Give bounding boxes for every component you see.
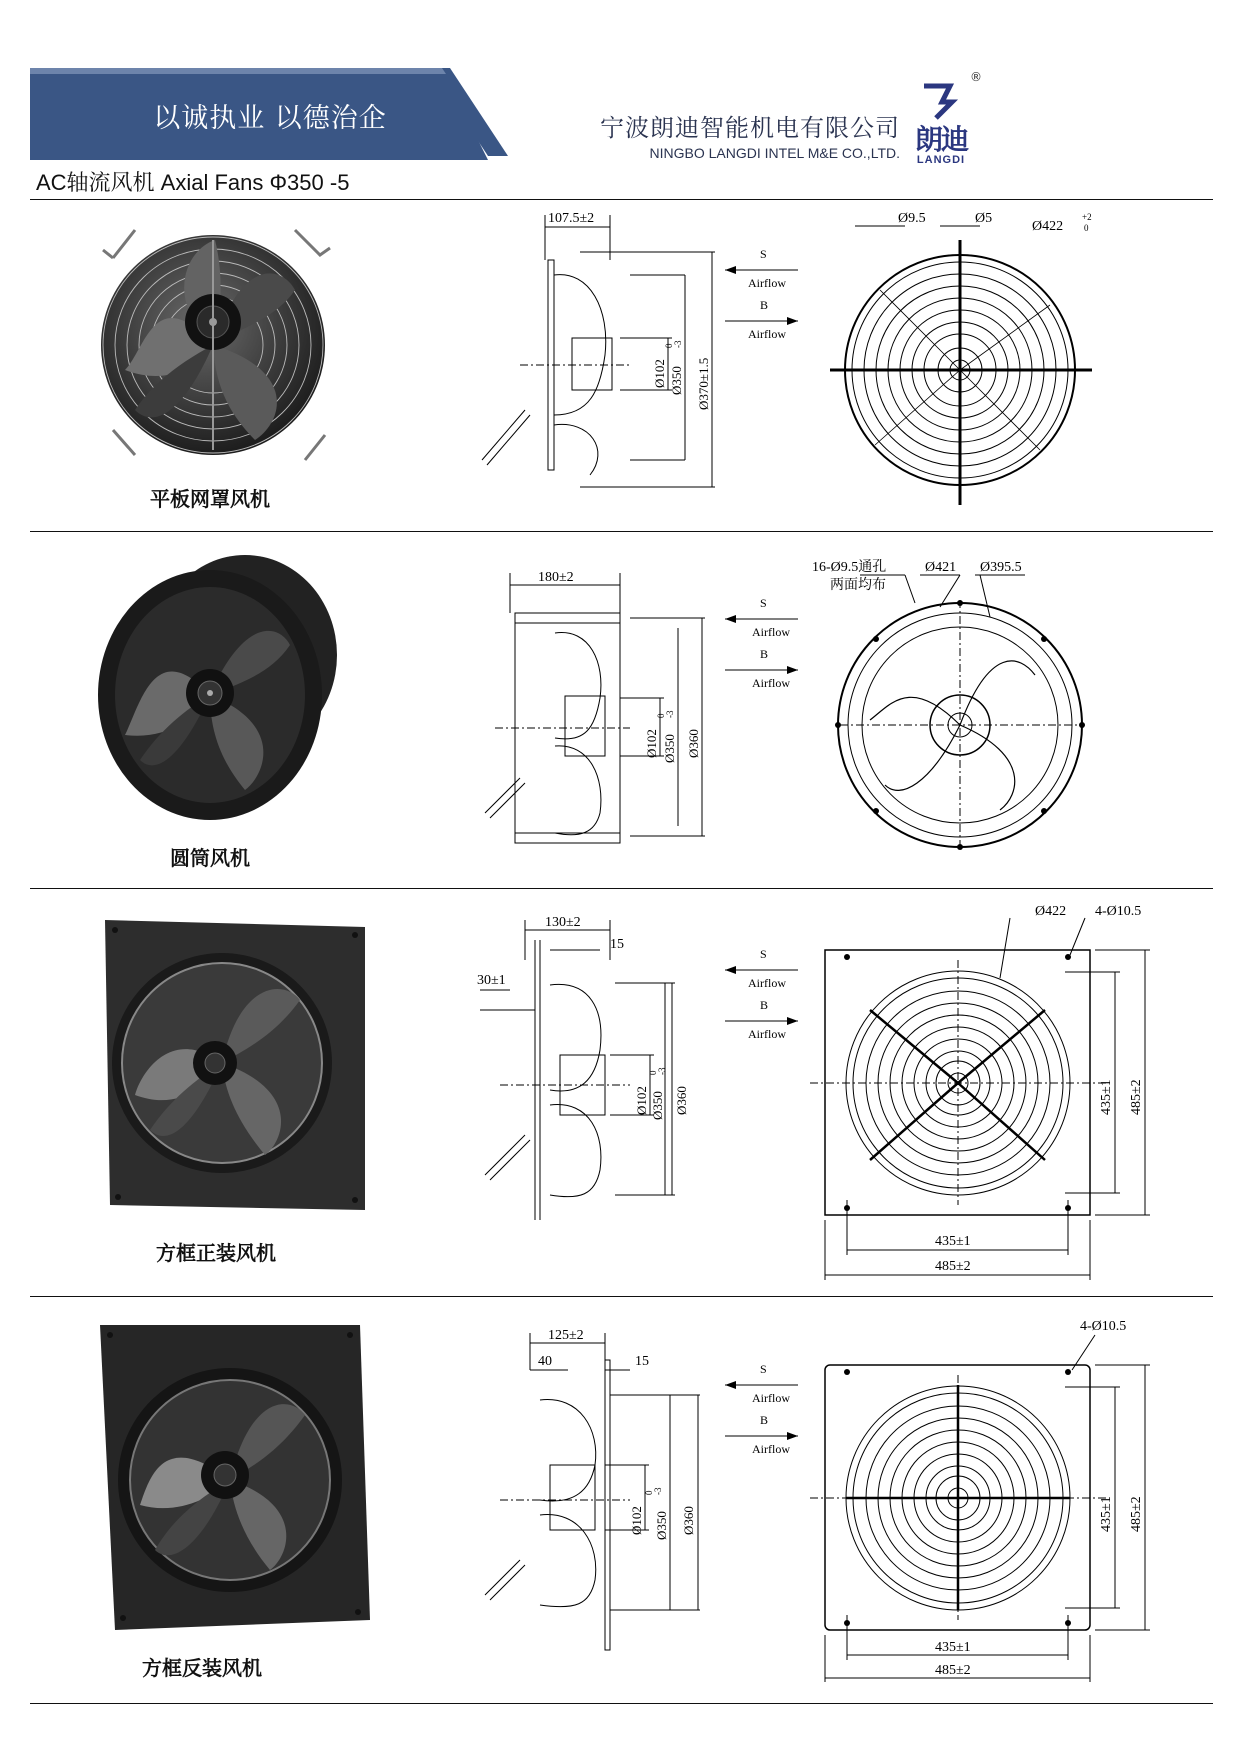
section-caption: 方框正装风机 bbox=[156, 1241, 276, 1265]
dim-plate: 15 bbox=[635, 1354, 649, 1369]
airflow-s-label: S bbox=[760, 247, 767, 261]
arrow-left-icon bbox=[725, 615, 736, 623]
dim-outer-horizontal: 485±2 bbox=[935, 1259, 971, 1274]
section-caption: 平板网罩风机 bbox=[150, 487, 270, 511]
arrow-right-icon bbox=[787, 317, 798, 325]
airflow-label: Airflow bbox=[748, 976, 786, 990]
arrow-right-icon bbox=[787, 666, 798, 674]
airflow-indicator bbox=[720, 245, 810, 345]
airflow-label: Airflow bbox=[752, 625, 790, 639]
company-logo bbox=[898, 70, 988, 170]
airflow-label: Airflow bbox=[752, 1391, 790, 1405]
dim-depth: 107.5±2 bbox=[548, 211, 595, 226]
dim-hub: Ø102 bbox=[644, 729, 659, 758]
airflow-indicator bbox=[720, 945, 810, 1045]
divider bbox=[30, 531, 1213, 532]
dim-blade: Ø350 bbox=[662, 734, 677, 763]
arrow-left-icon bbox=[725, 1381, 736, 1389]
logo-brand-cn: 朗迪 bbox=[914, 123, 967, 156]
dim-outer: Ø360 bbox=[686, 729, 701, 758]
dim-inner-horizontal: 435±1 bbox=[935, 1640, 971, 1655]
section-caption: 方框反装风机 bbox=[142, 1656, 262, 1680]
airflow-label: Airflow bbox=[752, 1442, 790, 1456]
dim-depth: 125±2 bbox=[548, 1328, 584, 1343]
product-photo-guard-fan bbox=[95, 210, 345, 470]
dim-inner-horizontal: 435±1 bbox=[935, 1234, 971, 1249]
dim-blade-tol2: -3 bbox=[665, 710, 675, 718]
airflow-b-label: B bbox=[760, 998, 769, 1012]
company-name bbox=[600, 108, 900, 161]
dim-outer: Ø360 bbox=[674, 1086, 689, 1115]
front-view-drawing bbox=[812, 555, 1120, 860]
dim-guard-tol2: 0 bbox=[1084, 223, 1089, 233]
arrow-left-icon bbox=[725, 266, 736, 274]
dim-blade-tol: 0 bbox=[664, 343, 674, 348]
document-title: AC轴流风机 Axial Fans Φ350 -5 bbox=[36, 170, 350, 195]
dim-hole: Ø9.5 bbox=[898, 211, 926, 226]
dim-blade-tol: 0 bbox=[648, 1070, 658, 1075]
airflow-indicator bbox=[720, 594, 810, 694]
dim-outer-vertical: 485±2 bbox=[1129, 1079, 1144, 1115]
airflow-s-label: S bbox=[760, 947, 767, 961]
airflow-indicator bbox=[720, 1360, 810, 1460]
dim-hub: Ø102 bbox=[629, 1506, 644, 1535]
dim-flange: Ø421 bbox=[925, 560, 957, 575]
company-name-cn: 宁波朗迪智能机电有限公司 bbox=[600, 114, 900, 142]
dim-hub: Ø102 bbox=[634, 1086, 649, 1115]
front-view-drawing bbox=[820, 210, 1105, 510]
dim-slot: Ø5 bbox=[975, 211, 993, 226]
dim-holes: 4-Ø10.5 bbox=[1080, 1319, 1127, 1334]
product-photo-square-fan-front bbox=[100, 915, 370, 1215]
dim-ring: Ø395.5 bbox=[980, 560, 1022, 575]
dim-plate: 15 bbox=[610, 937, 624, 952]
airflow-b-label: B bbox=[760, 647, 769, 661]
divider bbox=[30, 199, 1213, 200]
dim-blade-tol2: -3 bbox=[657, 1067, 667, 1075]
airflow-label: Airflow bbox=[748, 1027, 786, 1041]
dim-inner-vertical: 435±1 bbox=[1099, 1079, 1114, 1115]
airflow-b-label: B bbox=[760, 298, 769, 312]
registered-mark: ® bbox=[970, 70, 982, 84]
dim-holes: 16-Ø9.5通孔 bbox=[812, 560, 887, 575]
dim-blade-tol: 0 bbox=[644, 1490, 654, 1495]
dim-guard-tol: +2 bbox=[1082, 212, 1092, 222]
dim-offset: 30±1 bbox=[477, 973, 506, 988]
airflow-label: Airflow bbox=[752, 676, 790, 690]
dim-blade: Ø350 bbox=[669, 366, 684, 395]
product-photo-cylinder-fan bbox=[95, 545, 345, 835]
logo-brand-en: LANGDI bbox=[916, 154, 966, 166]
front-view-drawing bbox=[810, 900, 1180, 1295]
logo-mark-icon bbox=[916, 76, 966, 124]
section-caption: 圆筒风机 bbox=[170, 846, 250, 870]
divider bbox=[30, 888, 1213, 889]
dim-outer: Ø360 bbox=[681, 1506, 696, 1535]
dim-guard: Ø422 bbox=[1032, 219, 1064, 234]
front-view-drawing bbox=[810, 1310, 1180, 1695]
slogan: 以诚执业 以德治企 bbox=[153, 103, 387, 134]
divider bbox=[30, 1296, 1213, 1297]
arrow-right-icon bbox=[787, 1017, 798, 1025]
airflow-b-label: B bbox=[760, 1413, 769, 1427]
dim-depth: 130±2 bbox=[545, 915, 581, 930]
dim-blade-tol2: -3 bbox=[653, 1487, 663, 1495]
dim-outer-vertical: 485±2 bbox=[1129, 1496, 1144, 1532]
dim-guard: Ø422 bbox=[1035, 904, 1067, 919]
dim-blade: Ø350 bbox=[650, 1091, 665, 1120]
dim-depth: 180±2 bbox=[538, 570, 574, 585]
airflow-s-label: S bbox=[760, 596, 767, 610]
dim-inner-vertical: 435±1 bbox=[1099, 1496, 1114, 1532]
dim-blade: Ø350 bbox=[654, 1511, 669, 1540]
airflow-s-label: S bbox=[760, 1362, 767, 1376]
company-name-en: NINGBO LANGDI INTEL M&E CO.,LTD. bbox=[649, 145, 900, 161]
divider bbox=[30, 1703, 1213, 1704]
airflow-label: Airflow bbox=[748, 327, 786, 341]
dim-blade-tol2: -3 bbox=[673, 340, 683, 348]
dim-holes: 4-Ø10.5 bbox=[1095, 904, 1142, 919]
airflow-label: Airflow bbox=[748, 276, 786, 290]
header-banner bbox=[30, 68, 510, 160]
dim-blade-tol: 0 bbox=[656, 713, 666, 718]
dim-hub: Ø102 bbox=[652, 359, 667, 388]
dim-outer-horizontal: 485±2 bbox=[935, 1663, 971, 1678]
product-photo-square-fan-reverse bbox=[95, 1320, 375, 1640]
dim-offset: 40 bbox=[538, 1354, 552, 1369]
dim-holes-note: 两面均布 bbox=[830, 578, 886, 593]
dim-outer: Ø370±1.5 bbox=[696, 357, 711, 410]
arrow-left-icon bbox=[725, 966, 736, 974]
arrow-right-icon bbox=[787, 1432, 798, 1440]
